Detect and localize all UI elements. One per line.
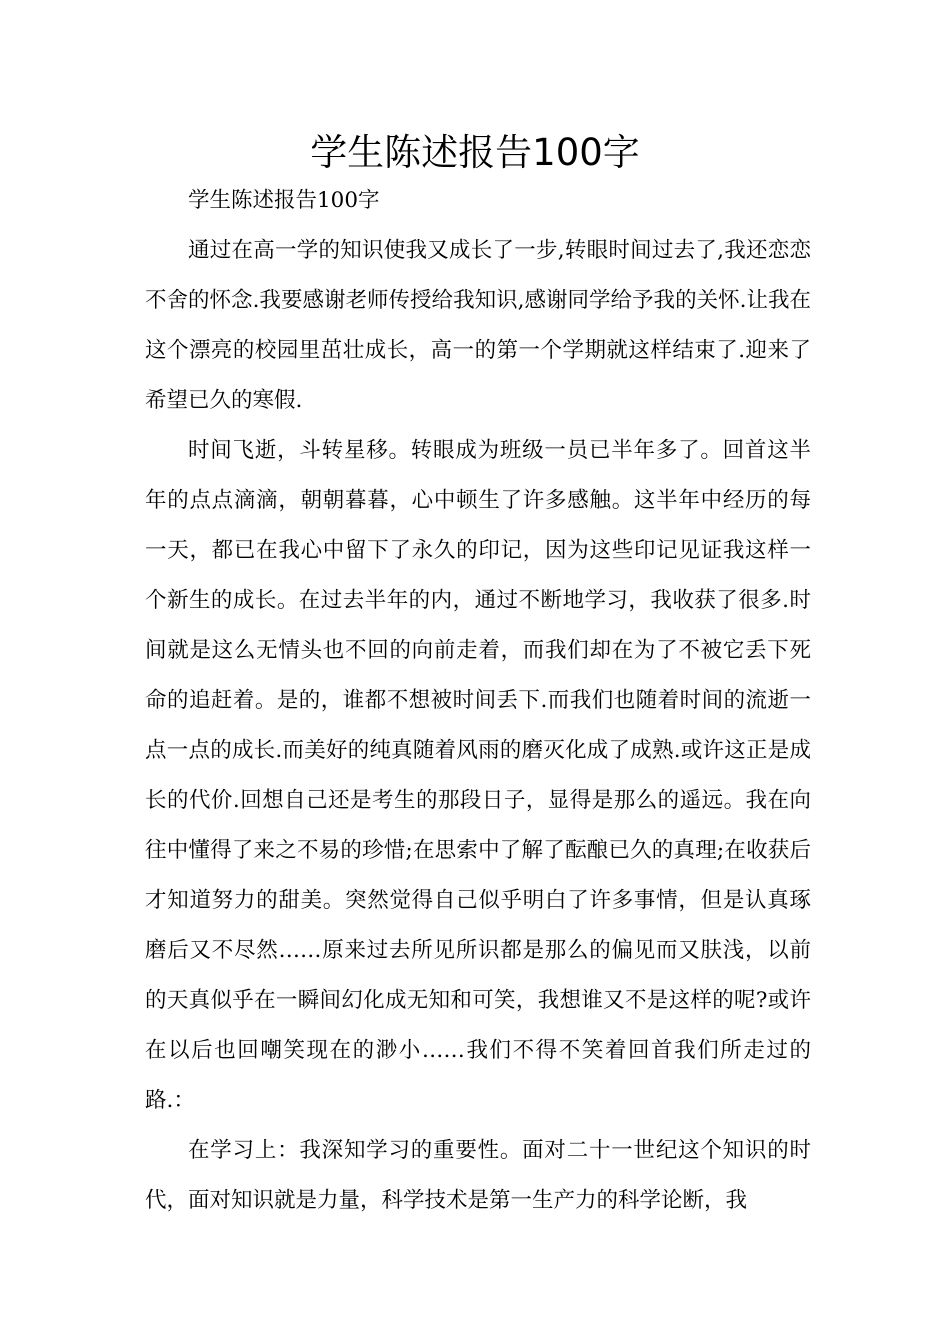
subtitle-paragraph: 学生陈述报告100字: [188, 188, 380, 213]
body-paragraph: 时间飞逝，斗转星移。转眼成为班级一员已半年多了。回首这半年的点点滴滴，朝朝暮暮，心中顿生了许多感触。这半年中经历的每一天，都已在我心中留下了永久的印记，因为这些印记见证我这样一个新生的成长。在过去半年的内，通过不断地学习，我收获了很多.时间就是这么无情头也不回的向前走着，而我们却在为了不被它丢下死命的追赶着。是的，谁都不想被时间丢下.而我们也随着时间的流逝一点一点的成长.而美好的纯真随着风雨的磨灭化成了成熟.或许这正是成长的代价.回想自己还是考生的那段日子，显得是那么的遥远。我在向往中懂得了来之不易的珍惜;在思索中了解了酝酿已久的真理;在收获后才知道努力的甜美。突然觉得自己似乎明白了许多事情，但是认真琢磨后又不尽然……原来过去所见所识都是那么的偏见而又肤浅，以前的天真似乎在一瞬间幻化成无知和可笑，我想谁又不是这样的呢?或许在以后也回嘲笑现在的渺小……我们不得不笑着回首我们所走过的路.：: [145, 438, 811, 1113]
body-paragraph: 在学习上：我深知学习的重要性。面对二十一世纪这个知识的时代，面对知识就是力量，科学技术是第一生产力的科学论断，我: [145, 1138, 811, 1213]
body-paragraph: 通过在高一学的知识使我又成长了一步,转眼时间过去了,我还恋恋不舍的怀念.我要感谢老师传授给我知识,感谢同学给予我的关怀.让我在这个漂亮的校园里茁壮成长，高一的第一个学期就这样结束了.迎来了希望已久的寒假.: [145, 238, 811, 413]
document-body: [145, 176, 811, 1226]
document-title: 学生陈述报告100字: [310, 131, 640, 174]
